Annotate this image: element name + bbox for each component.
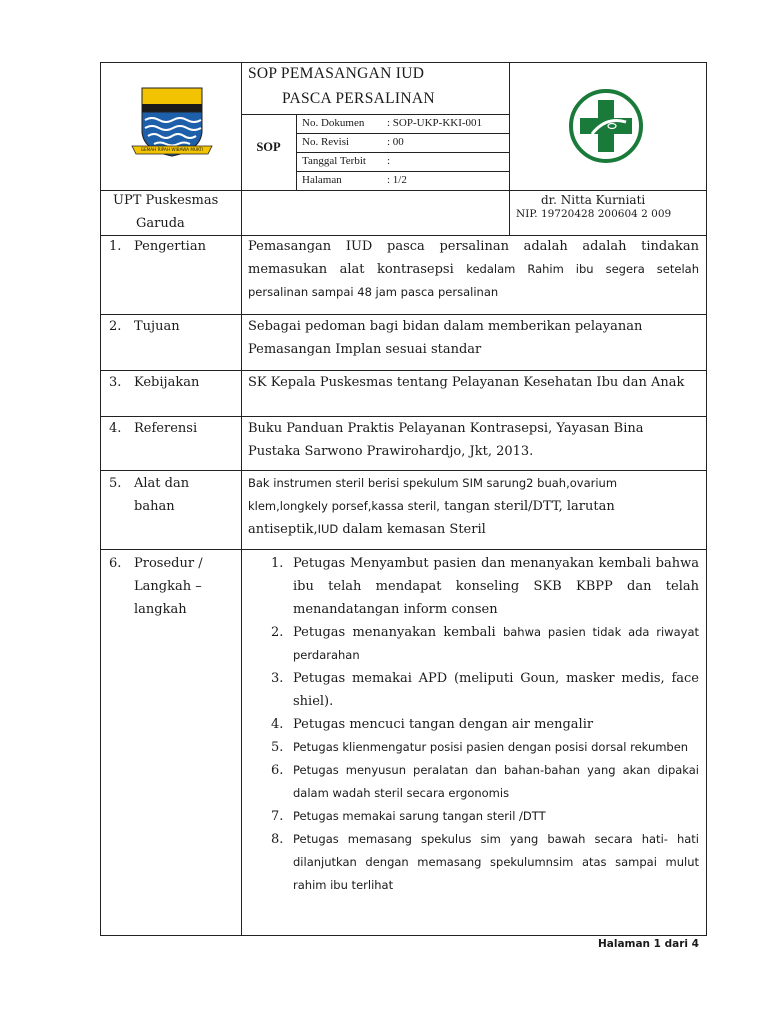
- step-number: 1.: [271, 556, 284, 571]
- signatory-name: dr. Nitta Kurniati: [541, 193, 646, 207]
- regency-crest-logo: [118, 80, 226, 165]
- section-text-kebijakan: SK Kepala Puskesmas tentang Pelayanan Kesehatan Ibu dan Anak: [248, 375, 685, 390]
- section-text-pengertian: [248, 235, 699, 304]
- procedure-step: [241, 759, 699, 805]
- meta-page-key: Halaman: [302, 174, 342, 186]
- meta-doc-number-key: No. Dokumen: [302, 117, 365, 129]
- puskesmas-logo: [568, 88, 644, 164]
- step-number: 6.: [271, 763, 284, 778]
- alat-text-part-1: Bak instrumen steril berisi spekulum SIM sarung2 buah,ovarium klem,longkely porsef,kassa steril,: [248, 476, 618, 513]
- step-text: Petugas menyusun peralatan dan bahan-bahan yang akan dipakai dalam wadah steril: [293, 763, 699, 800]
- sop-title-line-2: PASCA PERSALINAN: [282, 90, 435, 107]
- step-number: 5.: [271, 740, 284, 755]
- sop-label: SOP: [256, 140, 281, 154]
- step-number: 3.: [271, 671, 284, 686]
- section-label-prosedur-line-3: langkah: [134, 602, 187, 617]
- procedure-step: [241, 805, 699, 828]
- step-number: 8.: [271, 832, 284, 847]
- meta-issue-date-key: Tanggal Terbit: [302, 155, 366, 167]
- step-number: 7.: [271, 809, 284, 824]
- section-label-tujuan: Tujuan: [134, 319, 180, 334]
- page-footer: Halaman 1 dari 4: [597, 938, 699, 950]
- section-label-alat-line-2: bahan: [134, 499, 175, 514]
- step-text: Petugas memakai APD (meliputi Goun, masker medis, face shiel).: [293, 671, 699, 709]
- procedure-step: [241, 713, 699, 736]
- step-number: 2.: [271, 625, 284, 640]
- meta-page-value: : 1/2: [387, 174, 407, 186]
- procedure-step: [241, 621, 699, 667]
- meta-doc-number-value: : SOP-UKP-KKI-001: [387, 117, 483, 129]
- section-number-referensi: 4.: [109, 421, 122, 436]
- meta-issue-date-value: :: [387, 155, 391, 167]
- procedure-step: [241, 736, 699, 759]
- pengertian-text-part-2: kedalam Rahim ibu segera setelah persalinan sampai 48 jam pasca persalinan: [248, 262, 699, 299]
- alat-text-part-4: dalam kemasan Steril: [338, 522, 486, 537]
- section-label-alat-line-1: Alat dan: [134, 476, 190, 491]
- section-label-kebijakan: Kebijakan: [134, 375, 200, 390]
- meta-revision-value: : 00: [387, 136, 404, 148]
- procedure-step: [241, 828, 699, 897]
- crest-motto: GEMAH RIPAH WIBAWA MUKTI: [140, 147, 204, 152]
- step-text: Petugas Menyambut pasien dan menanyakan kembali bahwa ibu telah mendapat konseling SKB KBPP dan telah menandatangan inform consen: [293, 556, 699, 617]
- step-text-sans: bahwa pasien tidak ada riwayat perdarahan: [293, 625, 700, 662]
- step-number: 4.: [271, 717, 284, 732]
- section-label-prosedur-line-2: Langkah –: [134, 579, 202, 594]
- step-text-sans: Petugas klienmengatur posisi pasien dengan posisi dorsal rekumben: [293, 740, 689, 754]
- step-text-sans: Petugas memasang spekulus sim yang bawah secara hati- hati dilanjutkan dengan memasang spekulumnsim atas sampai mulut rahim ibu terlihat: [293, 832, 699, 892]
- section-text-referensi: Buku Panduan Praktis Pelayanan Kontrasepsi, Yayasan Bina Pustaka Sarwono Prawirohardjo, Jkt, 2013.: [248, 421, 644, 459]
- alat-text-part-2: tangan steril/DTT, larutan antiseptik,: [248, 499, 615, 537]
- sop-title-line-1: SOP PEMASANGAN IUD: [248, 65, 425, 82]
- section-number-pengertian: 1.: [109, 239, 122, 254]
- pengertian-text-part-1: Pemasangan IUD pasca persalinan adalah adalah tindakan memasukan alat kontrasepsi: [248, 239, 699, 277]
- alat-text-part-3: IUD: [317, 522, 339, 536]
- org-name-line-1: UPT Puskesmas: [113, 193, 219, 208]
- section-text-alat: [248, 472, 699, 541]
- section-text-tujuan: Sebagai pedoman bagi bidan dalam memberikan pelayanan Pemasangan Implan sesuai standar: [248, 319, 643, 357]
- step-text: Petugas mencuci tangan dengan air mengalir: [293, 717, 594, 732]
- section-label-referensi: Referensi: [134, 421, 198, 436]
- procedure-step: [241, 552, 699, 621]
- meta-revision-key: No. Revisi: [302, 136, 350, 148]
- signatory-nip: NIP. 19720428 200604 2 009: [516, 208, 672, 220]
- section-label-prosedur-line-1: Prosedur /: [134, 556, 203, 571]
- procedure-step: [241, 667, 699, 713]
- step-text: Petugas menanyakan kembali: [293, 625, 503, 640]
- section-number-kebijakan: 3.: [109, 375, 122, 390]
- section-number-tujuan: 2.: [109, 319, 122, 334]
- section-label-pengertian: Pengertian: [134, 239, 206, 254]
- step-text-sans: Petugas memakai sarung tangan steril /DTT: [293, 809, 546, 823]
- step-text-sans: secara ergonomis: [406, 786, 510, 800]
- section-number-prosedur: 6.: [109, 556, 122, 571]
- procedure-steps: [241, 552, 699, 897]
- org-name-line-2: Garuda: [136, 216, 185, 231]
- section-number-alat: 5.: [109, 476, 122, 491]
